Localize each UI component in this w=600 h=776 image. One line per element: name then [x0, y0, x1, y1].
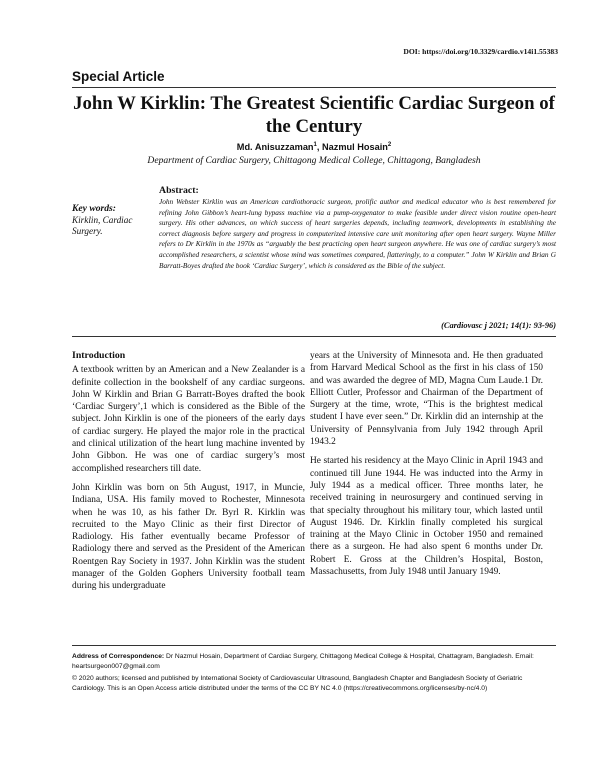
author-name: Nazmul Hosain [322, 142, 388, 152]
journal-citation: (Cardiovasc j 2021; 14(1): 93-96) [441, 321, 556, 330]
left-column [72, 350, 305, 600]
author-list [72, 142, 556, 152]
affiliation: Department of Cardiac Surgery, Chittagong Medical College, Chittagong, Bangladesh [147, 155, 481, 166]
article-title: John W Kirklin: The Greatest Scientific Cardiac Surgeon of the Century [73, 93, 555, 137]
correspondence-label: Address of Correspondence: [72, 653, 165, 660]
keywords-text: Kirklin, Cardiac Surgery. [72, 215, 133, 237]
introduction-heading: Introduction [72, 350, 126, 361]
body-paragraph: A textbook written by an American and a New Zealander is a definite collection in the bookshelf of any cardiac surgeons. John W Kirklin and Brian G Barratt-Boyes drafted the book ‘Cardiac Surgery’,1 which is considered as the Bible of the subject. John Kirklin is one of the pioneers of the early days of cardiac surgery. He played the major role in the practical and clinical utilization of the heart lung machine invented by John Gibbon. He was one of cardiac surgery’s most accomplished researchers till date. [72, 365, 305, 474]
correspondence-note [72, 652, 556, 671]
author-affiliation-mark: 2 [387, 141, 392, 148]
header-rule [72, 87, 556, 88]
abstract-heading: Abstract: [159, 185, 199, 196]
right-column [310, 350, 543, 585]
license-note: © 2020 authors; licensed and published by International Society of Cardiovascular Ultrasound, Bangladesh Chapter and Bangladesh Society of Geriatric Cardiology. This is an Open Access article distributed under the terms of the CC BY NC 4.0 (https://creativecommons.org/licenses/by-nc/4.0) [72, 675, 523, 692]
abstract-rule [72, 336, 556, 337]
abstract-text: John Webster Kirklin was an American cardiothoracic surgeon, prolific author and medical educator who is best remembered for refining John Gibbon’s heart-lung bypass machine via a pump-oxygenator to make feasible under direct vision routine open-heart surgery. His other advances, on which success of heart surgeries depends, including teamwork, developments in establishing the correct diagnosis before surgery and progress in computerized intensive care unit monitoring after open heart surgery. Wayne Miller refers to Dr Kirklin in the 1970s as “arguably the best practicing open heart surgeon anywhere. He was one of cardiac surgery’s most accomplished researchers, a scientist whose mind was sometimes compared, flatteringly, to a computer.” John W Kirklin and Brian G Barratt-Boyes drafted the book ‘Cardiac Surgery’, which is considered as the Bible of the subject. [159, 197, 556, 270]
footer-rule [72, 645, 556, 646]
author-name: Md. Anisuzzaman [236, 142, 314, 152]
doi-line: DOI: https://doi.org/10.3329/cardio.v14i1.55383 [403, 47, 558, 56]
correspondence-text: Dr Nazmul Hosain, Department of Cardiac Surgery, Chittagong Medical College & Hospital, Chattagram, Bangladesh. Email: heartsurgeon007@gmail.com [72, 653, 534, 670]
body-paragraph: years at the University of Minnesota and. He then graduated from Harvard Medical School as the first in his class of 150 and was awarded the degree of MD, Magna Cum Laude.1 Dr. Elliott Cutler, Professor and Chairman of the Department of Surgery at the time, wrote, “This is the brightest medical student I have ever seen.” Dr. Kirklin did an internship at the University of Pennsylvania from July 1942 through April 1943.2 [310, 351, 543, 448]
author-separator: , [316, 142, 322, 152]
author-affiliation-mark: 1 [313, 141, 317, 148]
footer-notes [72, 652, 556, 696]
keywords-heading: Key words: [72, 203, 116, 214]
body-paragraph: John Kirklin was born on 5th August, 1917, in Muncie, Indiana, USA. His family moved to Rochester, Minnesota when he was 10, as his father Dr. Byrl R. Kirklin was recruited to the Mayo Clinic as their first Director of Radiology. His father eventually became Professor of Radiology there and served as the President of the American Roentgen Ray Society in 1937. John Kirklin was the student manager of the Golden Gophers University football team during his undergraduate [72, 482, 305, 592]
body-paragraph: He started his residency at the Mayo Clinic in April 1943 and continued till June 1944. He was inducted into the Army in July 1944 as a medical officer. Three months later, he received training in neurosurgery and continued serving in that specialty throughout his military tour, which lasted until August 1946. Dr. Kirklin finally completed his surgical training at the Mayo Clinic in October 1950 and remained there as a surgeon. He had also spent 6 months under Dr. Robert E. Gross at the Children’s Hospital, Boston, Massachusetts, from July 1948 until January 1949. [310, 456, 543, 578]
section-label: Special Article [72, 69, 165, 84]
